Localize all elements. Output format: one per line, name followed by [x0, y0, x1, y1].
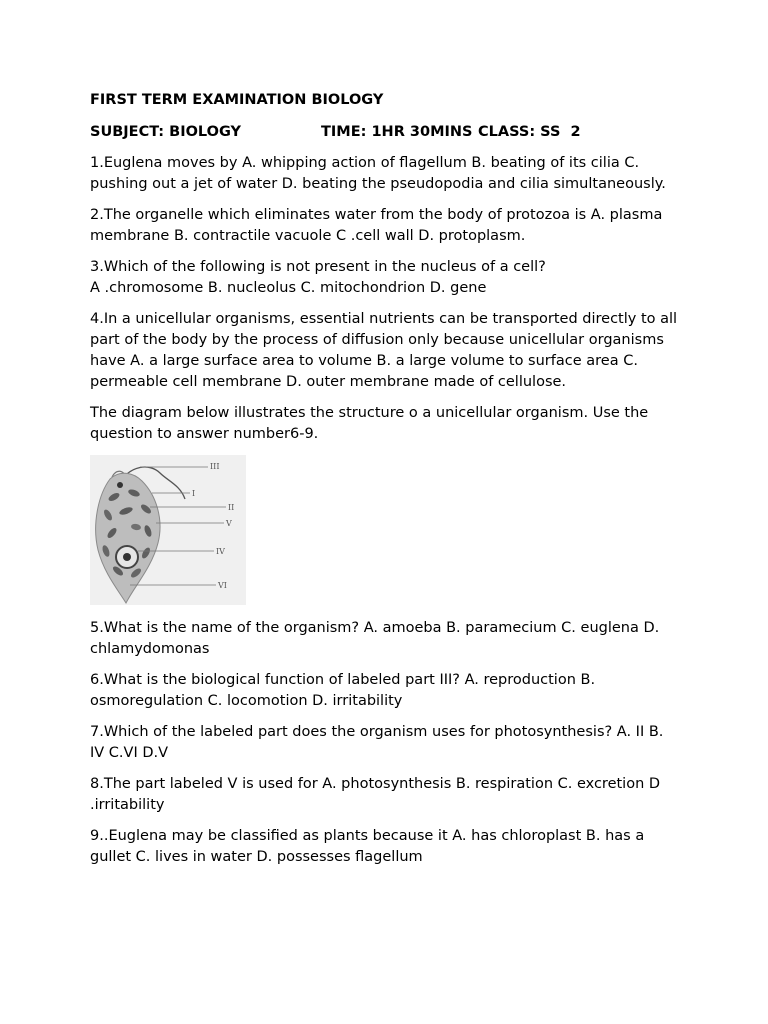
label-I: I: [192, 489, 196, 498]
label-III: III: [210, 462, 220, 471]
euglena-diagram: [90, 455, 246, 605]
time-label: TIME: 1HR 30MINS: [321, 124, 473, 140]
question-4: 4.In a unicellular organisms, essential nutrients can be transported directly to all part of the body by the process of diffusion only because unicellular organisms have A. a large surface area to volume B. a large volume to surface area C. permeable cell membrane D. outer membrane made of cellulose.: [90, 311, 678, 390]
exam-page: [90, 90, 680, 878]
question-7: 7.Which of the labeled part does the organism uses for photosynthesis? A. II B. IV C.VI D.V: [90, 724, 664, 761]
exam-title: FIRST TERM EXAMINATION BIOLOGY: [90, 92, 384, 108]
question-3-stem: 3.Which of the following is not present in the nucleus of a cell?: [90, 259, 546, 275]
question-8: 8.The part labeled V is used for A. photosynthesis B. respiration C. excretion D .irritability: [90, 776, 661, 813]
euglena-drawing: [90, 455, 246, 605]
question-9: 9..Euglena may be classified as plants because it A. has chloroplast B. has a gullet C. lives in water D. possesses flagellum: [90, 828, 645, 865]
subject-row: [90, 122, 680, 143]
question-6: 6.What is the biological function of labeled part III? A. reproduction B. osmoregulation C. locomotion D. irritability: [90, 672, 596, 709]
diagram-intro: The diagram below illustrates the structure o a unicellular organism. Use the question to answer number6-9.: [90, 405, 649, 442]
question-3: [90, 257, 680, 299]
question-5: 5.What is the name of the organism? A. amoeba B. paramecium C. euglena D. chlamydomonas: [90, 620, 660, 657]
question-1: 1.Euglena moves by A. whipping action of flagellum B. beating of its cilia C. pushing out a jet of water D. beating the pseudopodia and cilia simultaneously.: [90, 155, 666, 192]
question-2: 2.The organelle which eliminates water from the body of protozoa is A. plasma membrane B. contractile vacuole C .cell wall D. protoplasm.: [90, 207, 663, 244]
label-VI: VI: [218, 581, 227, 590]
label-IV: IV: [216, 547, 225, 556]
label-II: II: [228, 503, 235, 512]
subject-label: SUBJECT: BIOLOGY: [90, 124, 242, 140]
label-V: V: [226, 519, 232, 528]
question-3-options: A .chromosome B. nucleolus C. mitochondrion D. gene: [90, 280, 487, 296]
class-label: CLASS: SS 2: [478, 124, 581, 140]
